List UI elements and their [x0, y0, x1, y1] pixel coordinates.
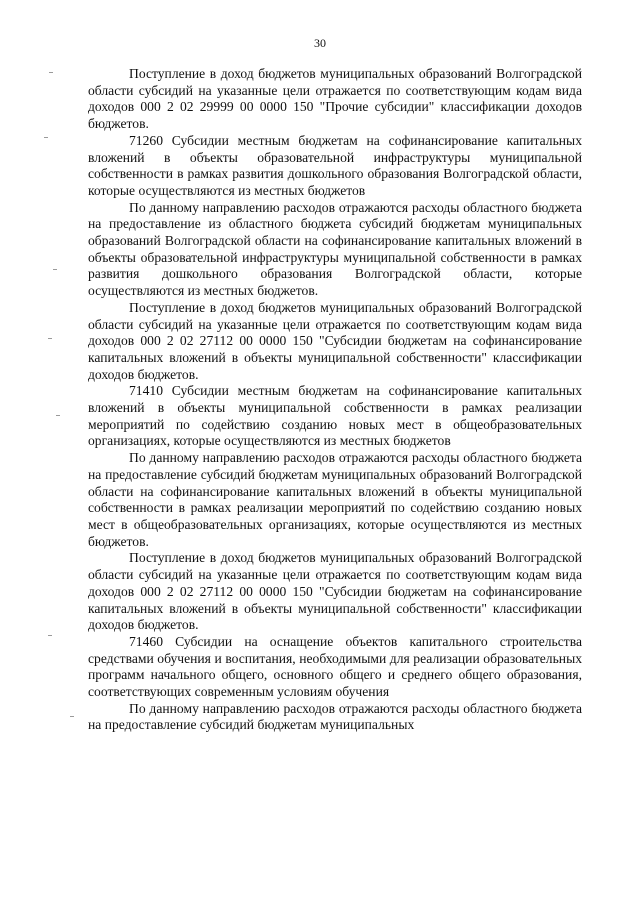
paragraph: 71460 Субсидии на оснащение объектов капитального строительства средствами обучения и воспитания, необходимыми для реализации образовательных программ начального общего, основного общего и среднего общего образования, соответствующих современным условиям обучения [88, 633, 582, 700]
margin-mark [49, 72, 53, 73]
paragraph: Поступление в доход бюджетов муниципальных образований Волгоградской области субсидий на указанные цели отражается по соответствующим кодам вида доходов 000 2 02 29999 00 0000 150 "Прочие субсидии" классификации доходов бюджетов. [88, 66, 582, 132]
paragraph: По данному направлению расходов отражаются расходы областного бюджета на предоставление субсидий бюджетам муниципальных [88, 700, 582, 733]
margin-mark [70, 716, 74, 717]
paragraph: По данному направлению расходов отражаются расходы областного бюджета на предоставление субсидий бюджетам муниципальных образований Волгоградской области на софинансирование капитальных вложений в объекты муниципальной собственности в рамках реализации мероприятий по содействию созданию новых мест в общеобразовательных организациях, которые осуществляются из местных бюджетов. [88, 450, 582, 549]
paragraph: 71410 Субсидии местным бюджетам на софинансирование капитальных вложений в объекты муниципальной собственности в рамках реализации мероприятий по содействию созданию новых мест в общеобразовательных организациях, которые осуществляются из местных бюджетов [88, 383, 582, 449]
margin-mark [48, 338, 52, 339]
margin-mark [56, 415, 60, 416]
paragraph: Поступление в доход бюджетов муниципальных образований Волгоградской области субсидий на указанные цели отражается по соответствующим кодам вида доходов 000 2 02 27112 00 0000 150 "Субсидии бюджетам на софинансирование капитальных вложений в объекты муниципальной собственности" классификации доходов бюджетов. [88, 550, 582, 633]
paragraph: 71260 Субсидии местным бюджетам на софинансирование капитальных вложений в объекты образовательной инфраструктуры муниципальной собственности в рамках развития дошкольного образования Волгоградской области, которые осуществляются из местных бюджетов [88, 132, 582, 198]
document-body [88, 66, 582, 734]
margin-mark [44, 137, 48, 138]
margin-mark [48, 635, 52, 636]
page-number: 30 [314, 36, 326, 50]
paragraph: По данному направлению расходов отражаются расходы областного бюджета на предоставление из областного бюджета субсидий бюджетам муниципальных образований Волгоградской области на софинансирование капитальных вложений в объекты образовательной инфраструктуры муниципальной собственности в рамках развития дошкольного образования Волгоградской области, которые осуществляются из местных бюджетов. [88, 199, 582, 299]
margin-mark [53, 269, 57, 270]
paragraph: Поступление в доход бюджетов муниципальных образований Волгоградской области субсидий на указанные цели отражается по соответствующим кодам вида доходов 000 2 02 27112 00 0000 150 "Субсидии бюджетам на софинансирование капитальных вложений в объекты муниципальной собственности" классификации доходов бюджетов. [88, 299, 582, 382]
